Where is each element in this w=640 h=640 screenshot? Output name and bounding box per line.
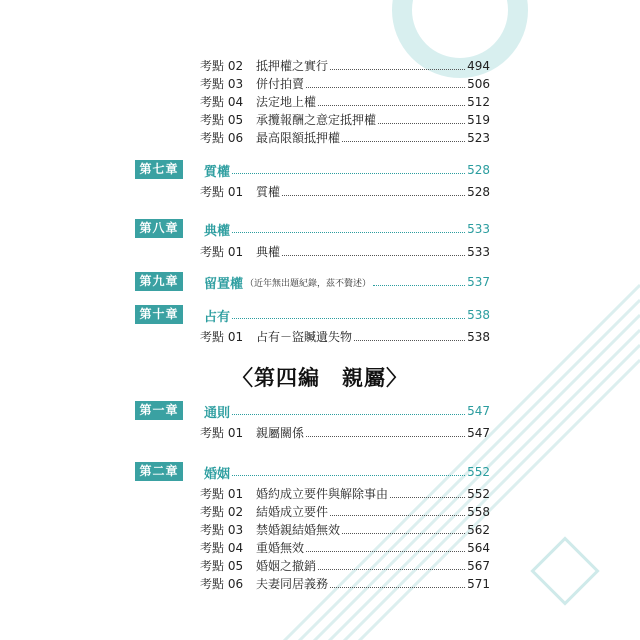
dot-leader — [306, 87, 465, 88]
chapter-page: 538 — [467, 308, 490, 322]
dot-leader — [232, 318, 465, 319]
toc-entry[interactable] — [200, 423, 490, 443]
dot-leader — [306, 551, 465, 552]
entry-page: 494 — [467, 59, 490, 73]
entry-page: 512 — [467, 95, 490, 109]
entry-title: 婚約成立要件與解除事由 — [256, 487, 389, 501]
dot-leader — [282, 195, 465, 196]
chapter-title: 通則 — [204, 405, 231, 421]
toc-entry[interactable] — [200, 556, 490, 576]
dot-leader — [373, 285, 465, 286]
entry-title: 承攬報酬之意定抵押權 — [256, 113, 377, 127]
entry-title: 親屬關係 — [256, 426, 305, 440]
dot-leader — [354, 340, 465, 341]
chapter-title: 質權 — [204, 164, 231, 180]
entry-code: 考點 06 — [200, 577, 244, 591]
entry-page: 571 — [467, 577, 490, 591]
entry-code: 考點 04 — [200, 541, 244, 555]
toc-entry[interactable] — [200, 92, 490, 112]
toc-entry[interactable] — [200, 327, 490, 347]
toc-entry[interactable] — [200, 574, 490, 594]
chapter-badge: 第八章 — [135, 219, 183, 238]
chapter-badge: 第十章 — [135, 305, 183, 324]
chapter-page: 533 — [467, 222, 490, 236]
entry-page: 552 — [467, 487, 490, 501]
entry-title: 最高限額抵押權 — [256, 131, 341, 145]
entry-title: 結婚成立要件 — [256, 505, 329, 519]
dot-leader — [318, 569, 465, 570]
toc-entry[interactable] — [200, 502, 490, 522]
part-heading: 〈第四編 親屬〉 — [232, 366, 408, 390]
chapter-title: 占有 — [204, 309, 231, 325]
entry-page: 538 — [467, 330, 490, 344]
entry-code: 考點 04 — [200, 95, 244, 109]
toc-entry[interactable] — [200, 128, 490, 148]
toc-entry[interactable] — [200, 74, 490, 94]
entry-page: 506 — [467, 77, 490, 91]
chapter-badge: 第二章 — [135, 462, 183, 481]
toc-entry[interactable] — [200, 110, 490, 130]
entry-code: 考點 03 — [200, 523, 244, 537]
entry-code: 考點 01 — [200, 185, 244, 199]
entry-code: 考點 01 — [200, 245, 244, 259]
entry-title: 抵押權之實行 — [256, 59, 329, 73]
entry-page: 533 — [467, 245, 490, 259]
chapter-title: 典權 — [204, 223, 231, 239]
dot-leader — [378, 123, 465, 124]
dot-leader — [342, 533, 465, 534]
dot-leader — [330, 587, 465, 588]
dot-leader — [318, 105, 465, 106]
entry-title: 併付拍賣 — [256, 77, 305, 91]
chapter-page: 547 — [467, 404, 490, 418]
chapter-page: 528 — [467, 163, 490, 177]
entry-code: 考點 01 — [200, 426, 244, 440]
toc-entry[interactable] — [200, 56, 490, 76]
entry-title: 占有－盜贓遺失物 — [256, 330, 353, 344]
chapter-title: 婚姻 — [204, 466, 231, 482]
entry-title: 婚姻之撤銷 — [256, 559, 317, 573]
chapter-note: （近年無出題紀錄，茲不贅述） — [245, 278, 372, 289]
toc-entry[interactable] — [200, 484, 490, 504]
dot-leader — [390, 497, 465, 498]
toc-entry[interactable] — [200, 182, 490, 202]
dot-leader — [232, 414, 465, 415]
chapter-page: 537 — [467, 275, 490, 289]
chapter-page: 552 — [467, 465, 490, 479]
entry-code: 考點 03 — [200, 77, 244, 91]
entry-code: 考點 05 — [200, 113, 244, 127]
entry-title: 典權 — [256, 245, 281, 259]
entry-page: 519 — [467, 113, 490, 127]
entry-page: 567 — [467, 559, 490, 573]
entry-page: 523 — [467, 131, 490, 145]
entry-title: 夫妻同居義務 — [256, 577, 329, 591]
dot-leader — [232, 173, 465, 174]
chapter-badge: 第七章 — [135, 160, 183, 179]
dot-leader — [282, 255, 465, 256]
chapter-title: 留置權 — [204, 276, 244, 292]
entry-code: 考點 05 — [200, 559, 244, 573]
entry-code: 考點 01 — [200, 330, 244, 344]
entry-page: 547 — [467, 426, 490, 440]
toc-entry[interactable] — [200, 538, 490, 558]
entry-code: 考點 02 — [200, 505, 244, 519]
entry-code: 考點 06 — [200, 131, 244, 145]
dot-leader — [330, 515, 465, 516]
chapter-badge: 第一章 — [135, 401, 183, 420]
entry-title: 禁婚親結婚無效 — [256, 523, 341, 537]
toc-entry[interactable] — [200, 520, 490, 540]
entry-title: 質權 — [256, 185, 281, 199]
entry-page: 528 — [467, 185, 490, 199]
dot-leader — [342, 141, 465, 142]
dot-leader — [232, 475, 465, 476]
entry-title: 法定地上權 — [256, 95, 317, 109]
entry-page: 562 — [467, 523, 490, 537]
entry-code: 考點 01 — [200, 487, 244, 501]
dot-leader — [330, 69, 465, 70]
dot-leader — [232, 232, 465, 233]
entry-page: 564 — [467, 541, 490, 555]
entry-title: 重婚無效 — [256, 541, 305, 555]
entry-code: 考點 02 — [200, 59, 244, 73]
entry-page: 558 — [467, 505, 490, 519]
dot-leader — [306, 436, 465, 437]
toc-entry[interactable] — [200, 242, 490, 262]
chapter-badge: 第九章 — [135, 272, 183, 291]
